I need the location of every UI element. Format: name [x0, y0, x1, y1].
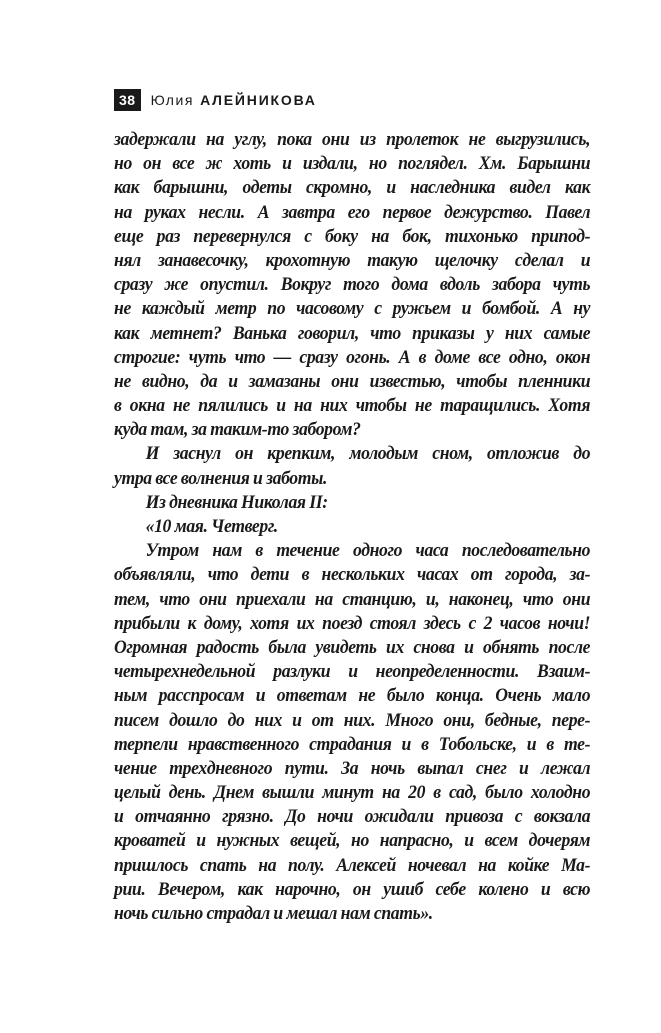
text-line: не каждый метр по часовому с ружьем и бомбой. А ну — [114, 298, 591, 320]
text-line: терпели нравственного страдания и в Тобольске, и в те- — [114, 733, 591, 755]
text-line: ным расспросам и ответам не было конца. Очень мало — [114, 685, 591, 707]
text-line: прибыли к дому, хотя их поезд стоял здесь с 2 часов ночи! — [114, 612, 591, 634]
text-line: И заснул он крепким, молодым сном, отложив до — [145, 443, 591, 465]
text-line: ночь сильно страдал и мешал нам спать». — [114, 903, 433, 924]
text-line: Огромная радость была увидеть их снова и обнять после — [114, 636, 591, 658]
text-line: четырехнедельной разлуки и неопределенности. Взаим- — [114, 661, 591, 683]
text-line: Утром нам в течение одного часа последовательно — [145, 540, 591, 562]
text-line: тем, что они приехали на станцию, и, наконец, что они — [114, 588, 591, 610]
text-line: пришлось спать на полу. Алексей ночевал на койке Ма- — [114, 854, 591, 876]
text-line: «10 мая. Четверг. — [145, 516, 278, 537]
running-header — [114, 89, 317, 111]
text-line: не видно, да и замазаны они известью, чтобы пленники — [114, 370, 591, 392]
text-line: и отчаянно грязно. До ночи ожидали привоза с вокзала — [114, 806, 591, 828]
text-line: строгие: чуть что — сразу огонь. А в доме все одно, окон — [114, 346, 591, 368]
running-head-author — [151, 89, 317, 111]
text-line: как барышни, одеты скромно, и наследника видел как — [114, 177, 591, 199]
text-line: сразу же опустил. Вокруг того дома вдоль забора чуть — [114, 274, 591, 296]
text-line: нял занавесочку, крохотную такую щелочку сделал и — [114, 249, 591, 271]
text-line: целый день. Днем вышли минут на 20 в сад, было холодно — [114, 782, 591, 804]
text-line: Из дневника Николая II: — [145, 491, 328, 513]
text-line: чение трехдневного пути. За ночь выпал снег и лежал — [114, 757, 591, 779]
text-line: куда там, за таким-то забором? — [114, 419, 361, 441]
page-number: 38 — [114, 89, 141, 111]
text-line: объявляли, что дети в нескольких часах от города, за- — [114, 564, 591, 586]
body-text — [114, 128, 590, 926]
author-last-name: АЛЕЙНИКОВА — [200, 92, 317, 108]
text-line: еще раз перевернулся с боку на бок, тихонько припод- — [114, 225, 591, 247]
text-line: кроватей и нужных вещей, но напрасно, и всем дочерям — [114, 830, 591, 852]
text-line: как метнет? Ванька говорил, что приказы у них самые — [114, 322, 591, 344]
text-line: рии. Вечером, как нарочно, он ушиб себе колено и всю — [114, 878, 591, 900]
text-line: задержали на углу, пока они из пролеток не выгрузились, — [114, 129, 591, 150]
text-line: в окна не пялились и на них чтобы не таращились. Хотя — [114, 395, 591, 417]
text-line: писем дошло до них и от них. Много они, бедные, пере- — [114, 709, 591, 731]
text-line: утра все волнения и заботы. — [114, 467, 328, 489]
text-line: но он все ж хоть и издали, но поглядел. Хм. Барышни — [114, 153, 591, 175]
author-first-name: Юлия — [150, 92, 195, 108]
text-line: на руках несли. А завтра его первое дежурство. Павел — [114, 201, 591, 223]
